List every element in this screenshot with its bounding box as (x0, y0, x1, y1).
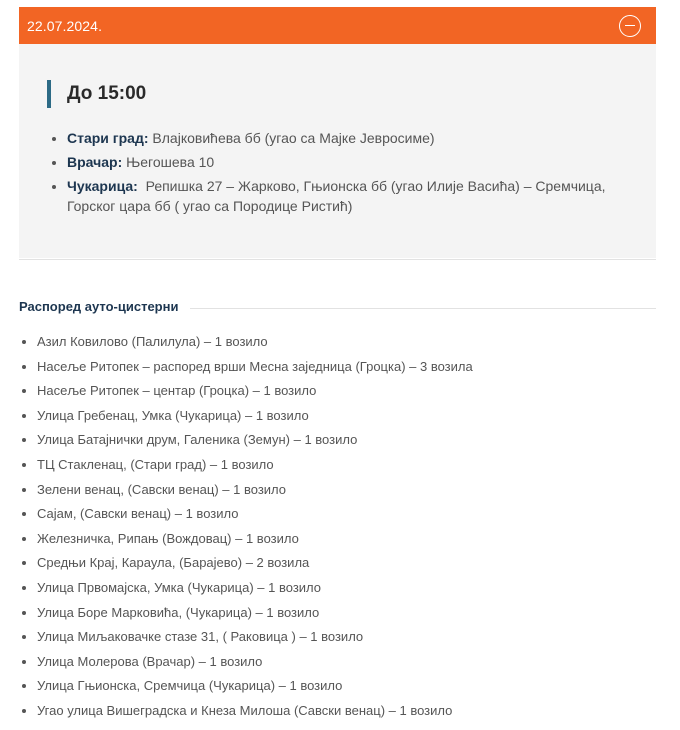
section-header (19, 299, 656, 314)
accordion-date: 22.07.2024. (27, 17, 103, 34)
list-item: • Улица Батајнички друм, Галеника (Земун) – 1 возило (37, 428, 674, 453)
list-item: • Угао улица Вишеградска и Кнеза Милоша (Савски венац) – 1 возило (37, 699, 674, 724)
list-item (67, 176, 636, 216)
list-item (67, 128, 636, 148)
tanker-list (19, 330, 674, 724)
section-divider (19, 259, 656, 260)
address-text: Његошева 10 (126, 154, 215, 170)
list-item: • Улица Првомајска, Умка (Чукарица) – 1 возило (37, 576, 674, 601)
address-text: Репишка 27 – Жарково, Гњионска бб (угао Илије Васића) – Сремчица, Горског цара бб ( угао са Породице Ристић) (67, 178, 606, 214)
list-item (67, 152, 636, 172)
date-accordion (19, 7, 656, 258)
minus-circle-icon[interactable] (619, 15, 641, 37)
list-item: • Улица Молерова (Врачар) – 1 возило (37, 650, 674, 675)
list-item: • Железничка, Рипањ (Вождовац) – 1 возило (37, 527, 674, 552)
list-item: • Улица Боре Марковића, (Чукарица) – 1 возило (37, 601, 674, 626)
list-item: • Азил Ковилово (Палилула) – 1 возило (37, 330, 674, 355)
list-item: • Насеље Ритопек – центар (Гроцка) – 1 возило (37, 379, 674, 404)
list-item: • Улица Гњионска, Сремчица (Чукарица) – 1 возило (37, 674, 674, 699)
location-list (47, 128, 636, 216)
list-item: • Зелени венац, (Савски венац) – 1 возило (37, 478, 674, 503)
list-item: • Улица Гребенац, Умка (Чукарица) – 1 возило (37, 404, 674, 429)
accordion-body (19, 44, 656, 258)
section-title-line (190, 308, 656, 309)
district-label: Врачар: (67, 154, 123, 170)
list-item: • ТЦ Стакленац, (Стари град) – 1 возило (37, 453, 674, 478)
list-item: • Улица Миљаковачке стазе 31, ( Раковица ) – 1 возило (37, 625, 674, 650)
list-item: • Средњи Крај, Караула, (Барајево) – 2 возила (37, 551, 674, 576)
section-title: Распоред ауто-цистерни (19, 299, 179, 314)
list-item: • Насеље Ритопек – распоред врши Месна заједница (Гроцка) – 3 возила (37, 355, 674, 380)
accordion-header[interactable] (19, 7, 656, 44)
district-label: Чукарица: (67, 178, 138, 194)
district-label: Стари град: (67, 130, 149, 146)
address-text: Влајковићева бб (угао са Мајке Јевросиме) (152, 130, 435, 146)
time-heading: До 15:00 (47, 80, 636, 108)
list-item: • Сајам, (Савски венац) – 1 возило (37, 502, 674, 527)
